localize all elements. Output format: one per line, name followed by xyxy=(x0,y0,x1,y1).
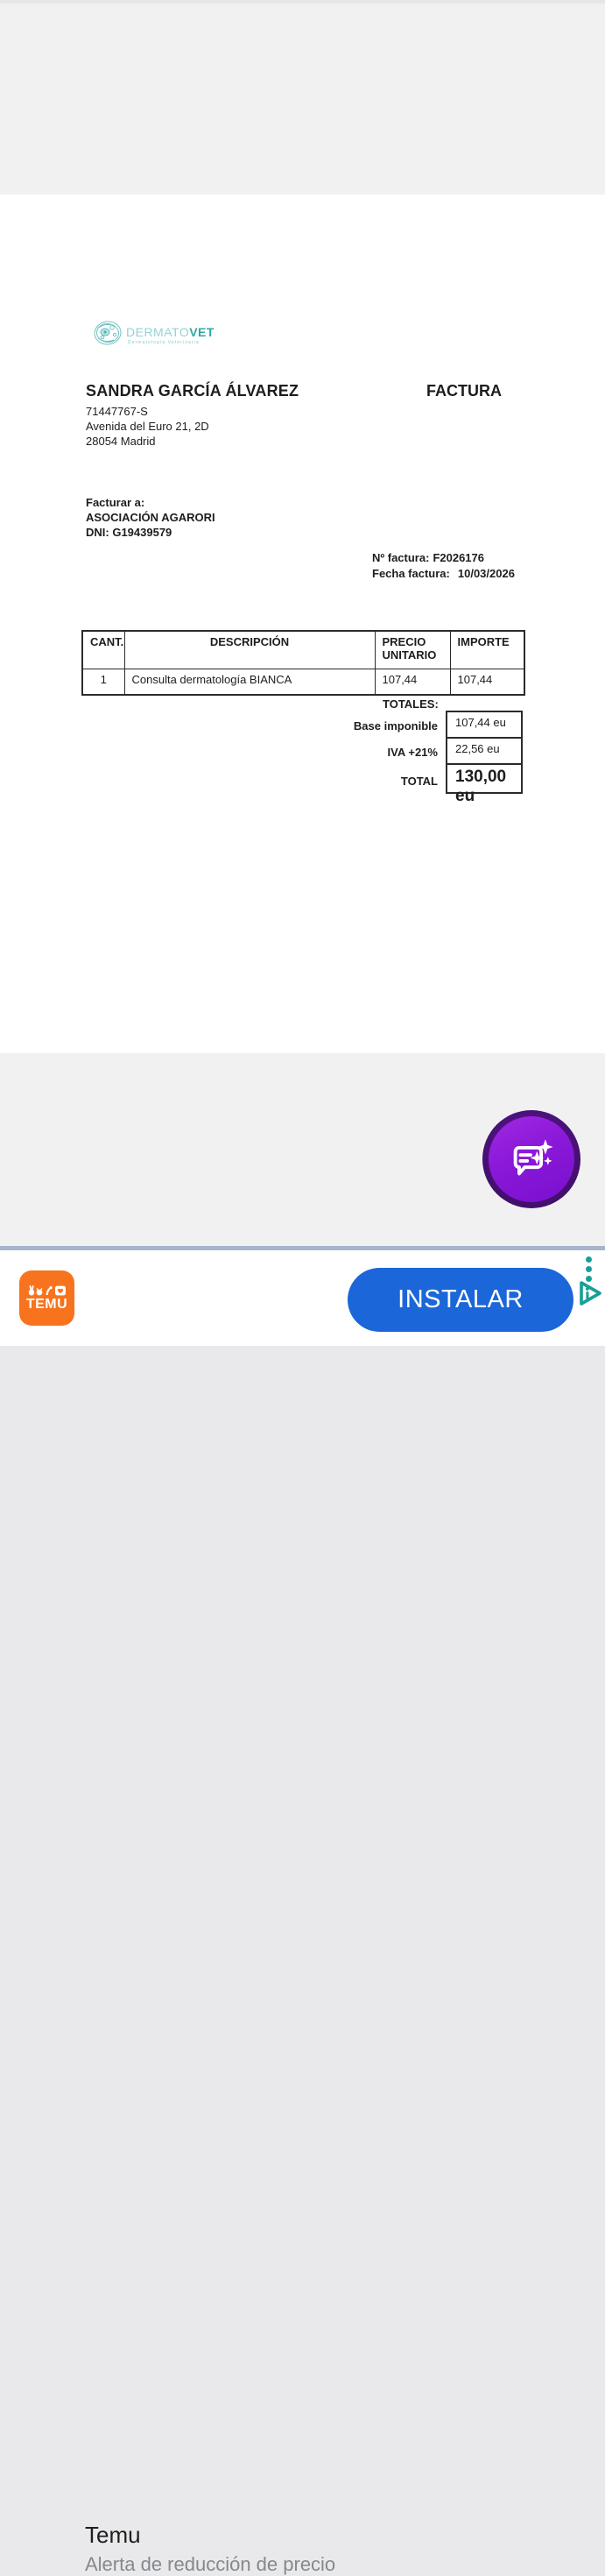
dot xyxy=(586,1256,592,1263)
items-table-header-row xyxy=(82,631,524,669)
header-importe: IMPORTE xyxy=(450,631,524,669)
temu-icon-wordmark: TEMU xyxy=(25,1297,68,1312)
cell-cant: 1 xyxy=(82,669,124,695)
table-row xyxy=(82,669,524,695)
invoice-number-label: Nº factura: xyxy=(372,551,430,564)
adchoices-icon[interactable] xyxy=(573,1277,605,1309)
total-label-iva: IVA +21% xyxy=(387,746,438,759)
temu-app-icon[interactable] xyxy=(19,1270,74,1326)
total-value-total: 130,00 eu xyxy=(446,763,523,794)
dot xyxy=(586,1266,592,1272)
chat-assistant-fab-inner xyxy=(489,1116,574,1202)
logo-brand-bold: VET xyxy=(189,325,215,339)
svg-text:DERMATOVET xyxy=(126,325,215,339)
logo-brand-light: DERMATO xyxy=(126,325,190,339)
totals-block xyxy=(81,711,523,805)
items-table xyxy=(81,630,525,696)
issuer-name: SANDRA GARCÍA ÁLVAREZ xyxy=(86,382,299,400)
total-label-total: TOTAL xyxy=(400,775,438,788)
cell-precio-unitario: 107,44 xyxy=(375,669,450,695)
total-row-iva xyxy=(81,739,523,765)
invoice-number-line xyxy=(372,550,515,566)
bill-to-label: Facturar a: xyxy=(86,496,145,509)
invoice-meta xyxy=(372,550,515,582)
total-label-base: Base imponible xyxy=(353,719,438,732)
dermatovet-logo-image xyxy=(93,315,224,352)
logo-tagline: Dermatología Veterinaria xyxy=(128,340,200,345)
bill-to-dni: DNI: G19439579 xyxy=(86,526,172,539)
bill-to-name: ASOCIACIÓN AGARORI xyxy=(86,511,215,524)
cell-importe: 107,44 xyxy=(450,669,524,695)
invoice-number-value: F2026176 xyxy=(433,551,484,564)
invoice-page xyxy=(0,195,605,1053)
total-value-base: 107,44 eu xyxy=(446,711,523,739)
temu-animals-icon xyxy=(28,1284,67,1297)
top-edge-shade xyxy=(0,0,605,4)
issuer-city: 28054 Madrid xyxy=(86,435,156,448)
total-row-total xyxy=(81,765,523,805)
invoice-date-label: Fecha factura: xyxy=(372,567,450,580)
issuer-address: Avenida del Euro 21, 2D xyxy=(86,420,209,433)
invoice-date-value: 10/03/2026 xyxy=(457,567,515,580)
chat-sparkles-icon xyxy=(506,1134,557,1185)
ad-app-name: Temu xyxy=(85,2522,141,2548)
header-precio-unitario: PRECIO UNITARIO xyxy=(375,631,450,669)
dermatovet-logo xyxy=(93,315,224,352)
total-row-base xyxy=(81,711,523,739)
issuer-tax-id: 71447767-S xyxy=(86,405,148,418)
install-button[interactable]: INSTALAR xyxy=(348,1268,573,1332)
header-descripcion: DESCRIPCIÓN xyxy=(124,631,375,669)
header-cant: CANT. xyxy=(82,631,124,669)
invoice-date-line xyxy=(372,566,515,582)
total-value-iva: 22,56 eu xyxy=(446,737,523,765)
document-title: FACTURA xyxy=(426,382,502,400)
chat-assistant-fab[interactable] xyxy=(482,1110,580,1208)
cell-descripcion: Consulta dermatología BIANCA xyxy=(124,669,375,695)
totals-heading: TOTALES: xyxy=(383,697,439,711)
ad-subtitle: Alerta de reducción de precio xyxy=(85,2553,336,2575)
